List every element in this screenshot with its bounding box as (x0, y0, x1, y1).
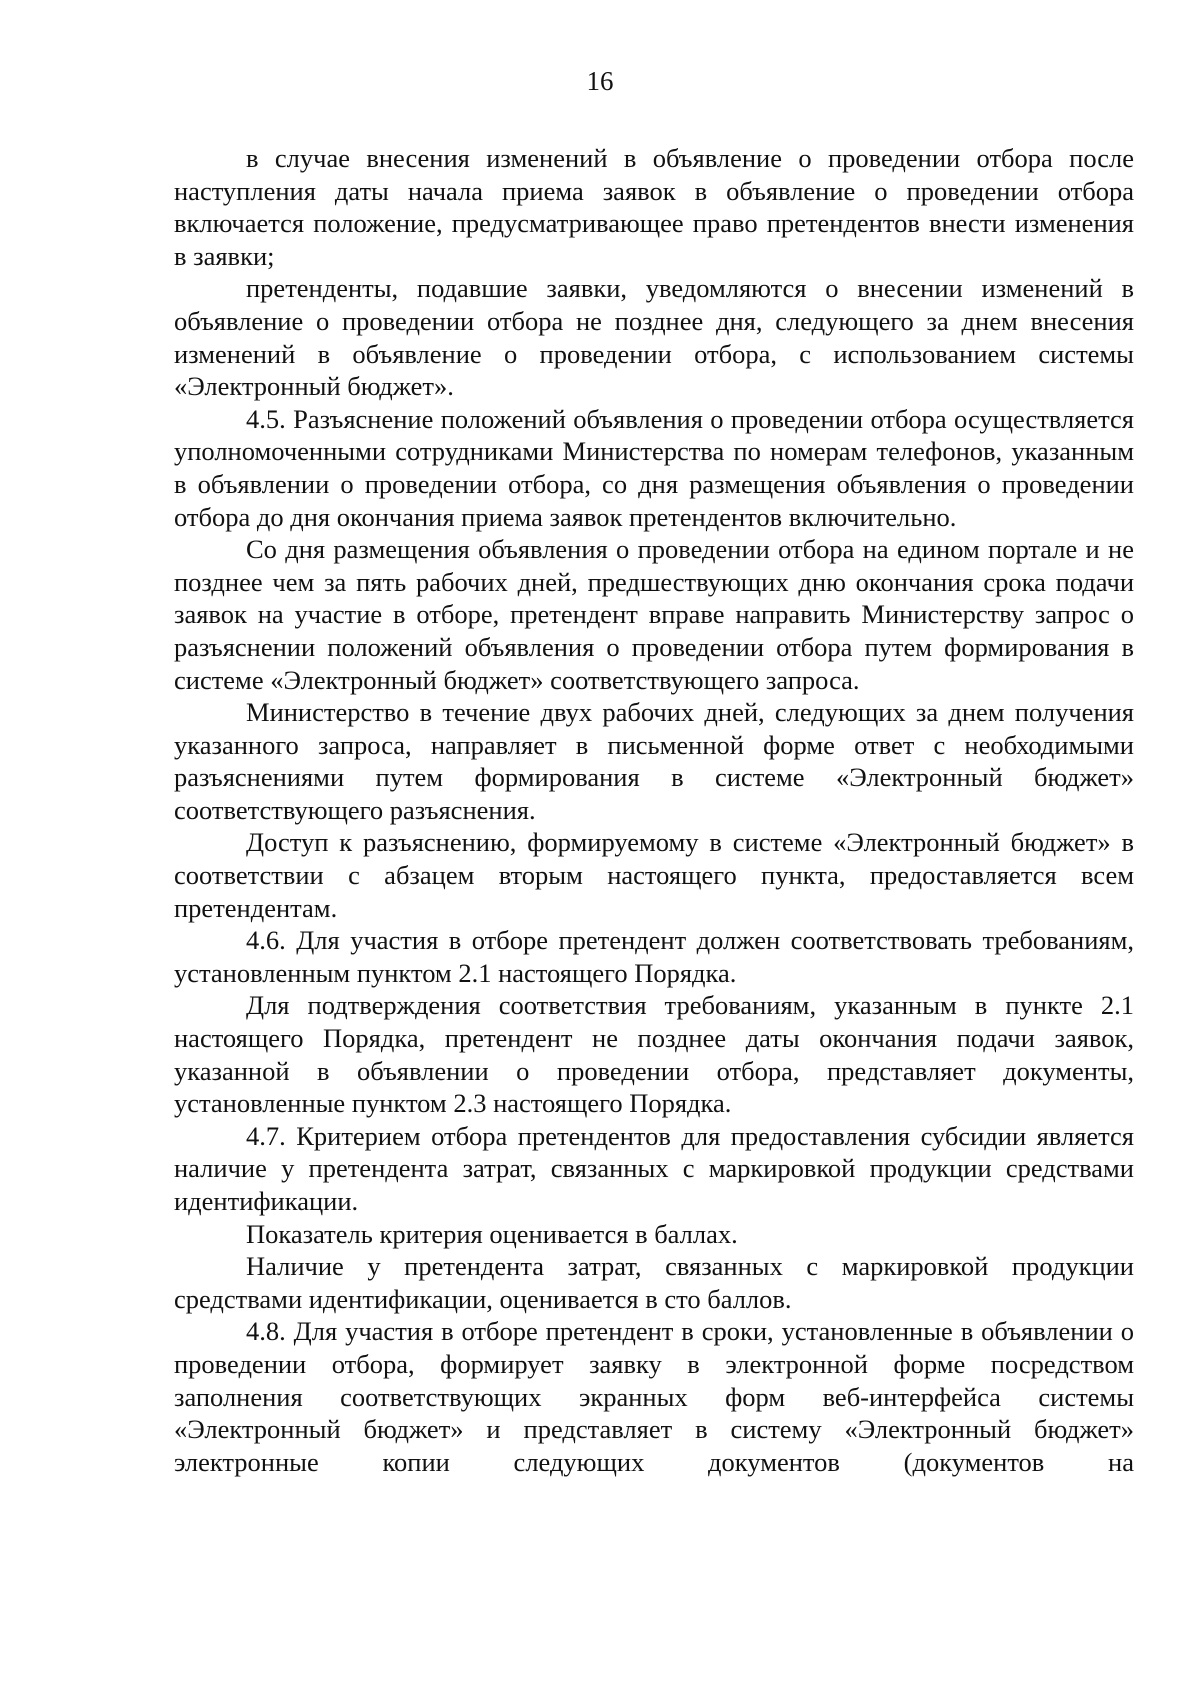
document-body (174, 142, 1134, 1478)
paragraph-hundred-points: Наличие у претендента затрат, связанных с маркировкой продукции средствами идентификации, оценивается в сто баллов. (174, 1251, 1134, 1314)
paragraph-4-6-requirements: 4.6. Для участия в отборе претендент должен соответствовать требованиям, установленным пунктом 2.1 настоящего Порядка. (174, 925, 1134, 988)
paragraph-criterion-points: Показатель критерия оценивается в баллах. (246, 1218, 738, 1249)
paragraph-clarification-request: Со дня размещения объявления о проведении отбора на едином портале и не позднее чем за пять рабочих дней, предшествующих дню окончания срока подачи заявок на участие в отборе, претендент вправе направить Министерству запрос о разъяснении положений объявления о проведении отбора путем формирования в системе «Электронный бюджет» соответствующего запроса. (174, 534, 1134, 695)
paragraph-ministry-response: Министерство в течение двух рабочих дней, следующих за днем получения указанного запроса, направляет в письменной форме ответ с необходимыми разъяснениями путем формирования в системе «Электронный бюджет» соответствующего разъяснения. (174, 697, 1134, 825)
page-number: 16 (586, 66, 614, 96)
paragraph-amendment-after-start: в случае внесения изменений в объявление о проведении отбора после наступления даты начала приема заявок в объявление о проведении отбора включается положение, предусматривающее право претендентов внести изменения в заявки; (174, 143, 1134, 271)
paragraph-notification-of-changes: претенденты, подавшие заявки, уведомляются о внесении изменений в объявление о проведении отбора не позднее дня, следующего за днем внесения изменений в объявление о проведении отбора, с использованием системы «Электронный бюджет». (174, 273, 1134, 402)
paragraph-access-to-clarification: Доступ к разъяснению, формируемому в системе «Электронный бюджет» в соответствии с абзацем вторым настоящего пункта, предоставляется всем претендентам. (174, 827, 1134, 923)
paragraph-4-8-application: 4.8. Для участия в отборе претендент в сроки, установленные в объявлении о проведении отбора, формирует заявку в электронной форме посредством заполнения соответствующих экранных форм веб-интерфейса системы «Электронный бюджет» и представляет в систему «Электронный бюджет» электронные копии следующих документов (документов на (174, 1316, 1134, 1477)
paragraph-confirmation-documents: Для подтверждения соответствия требованиям, указанным в пункте 2.1 настоящего Порядка, претендент не позднее даты окончания подачи заявок, указанной в объявлении о проведении отбора, представляет документы, установленные пунктом 2.3 настоящего Порядка. (174, 990, 1134, 1119)
paragraph-4-7-criterion: 4.7. Критерием отбора претендентов для предоставления субсидии является наличие у претендента затрат, связанных с маркировкой продукции средствами идентификации. (174, 1120, 1134, 1216)
paragraph-4-5-clarification: 4.5. Разъяснение положений объявления о проведении отбора осуществляется уполномоченными сотрудниками Министерства по номерам телефонов, указанным в объявлении о проведении отбора, со дня размещения объявления о проведении отбора до дня окончания приема заявок претендентов включительно. (174, 403, 1134, 532)
